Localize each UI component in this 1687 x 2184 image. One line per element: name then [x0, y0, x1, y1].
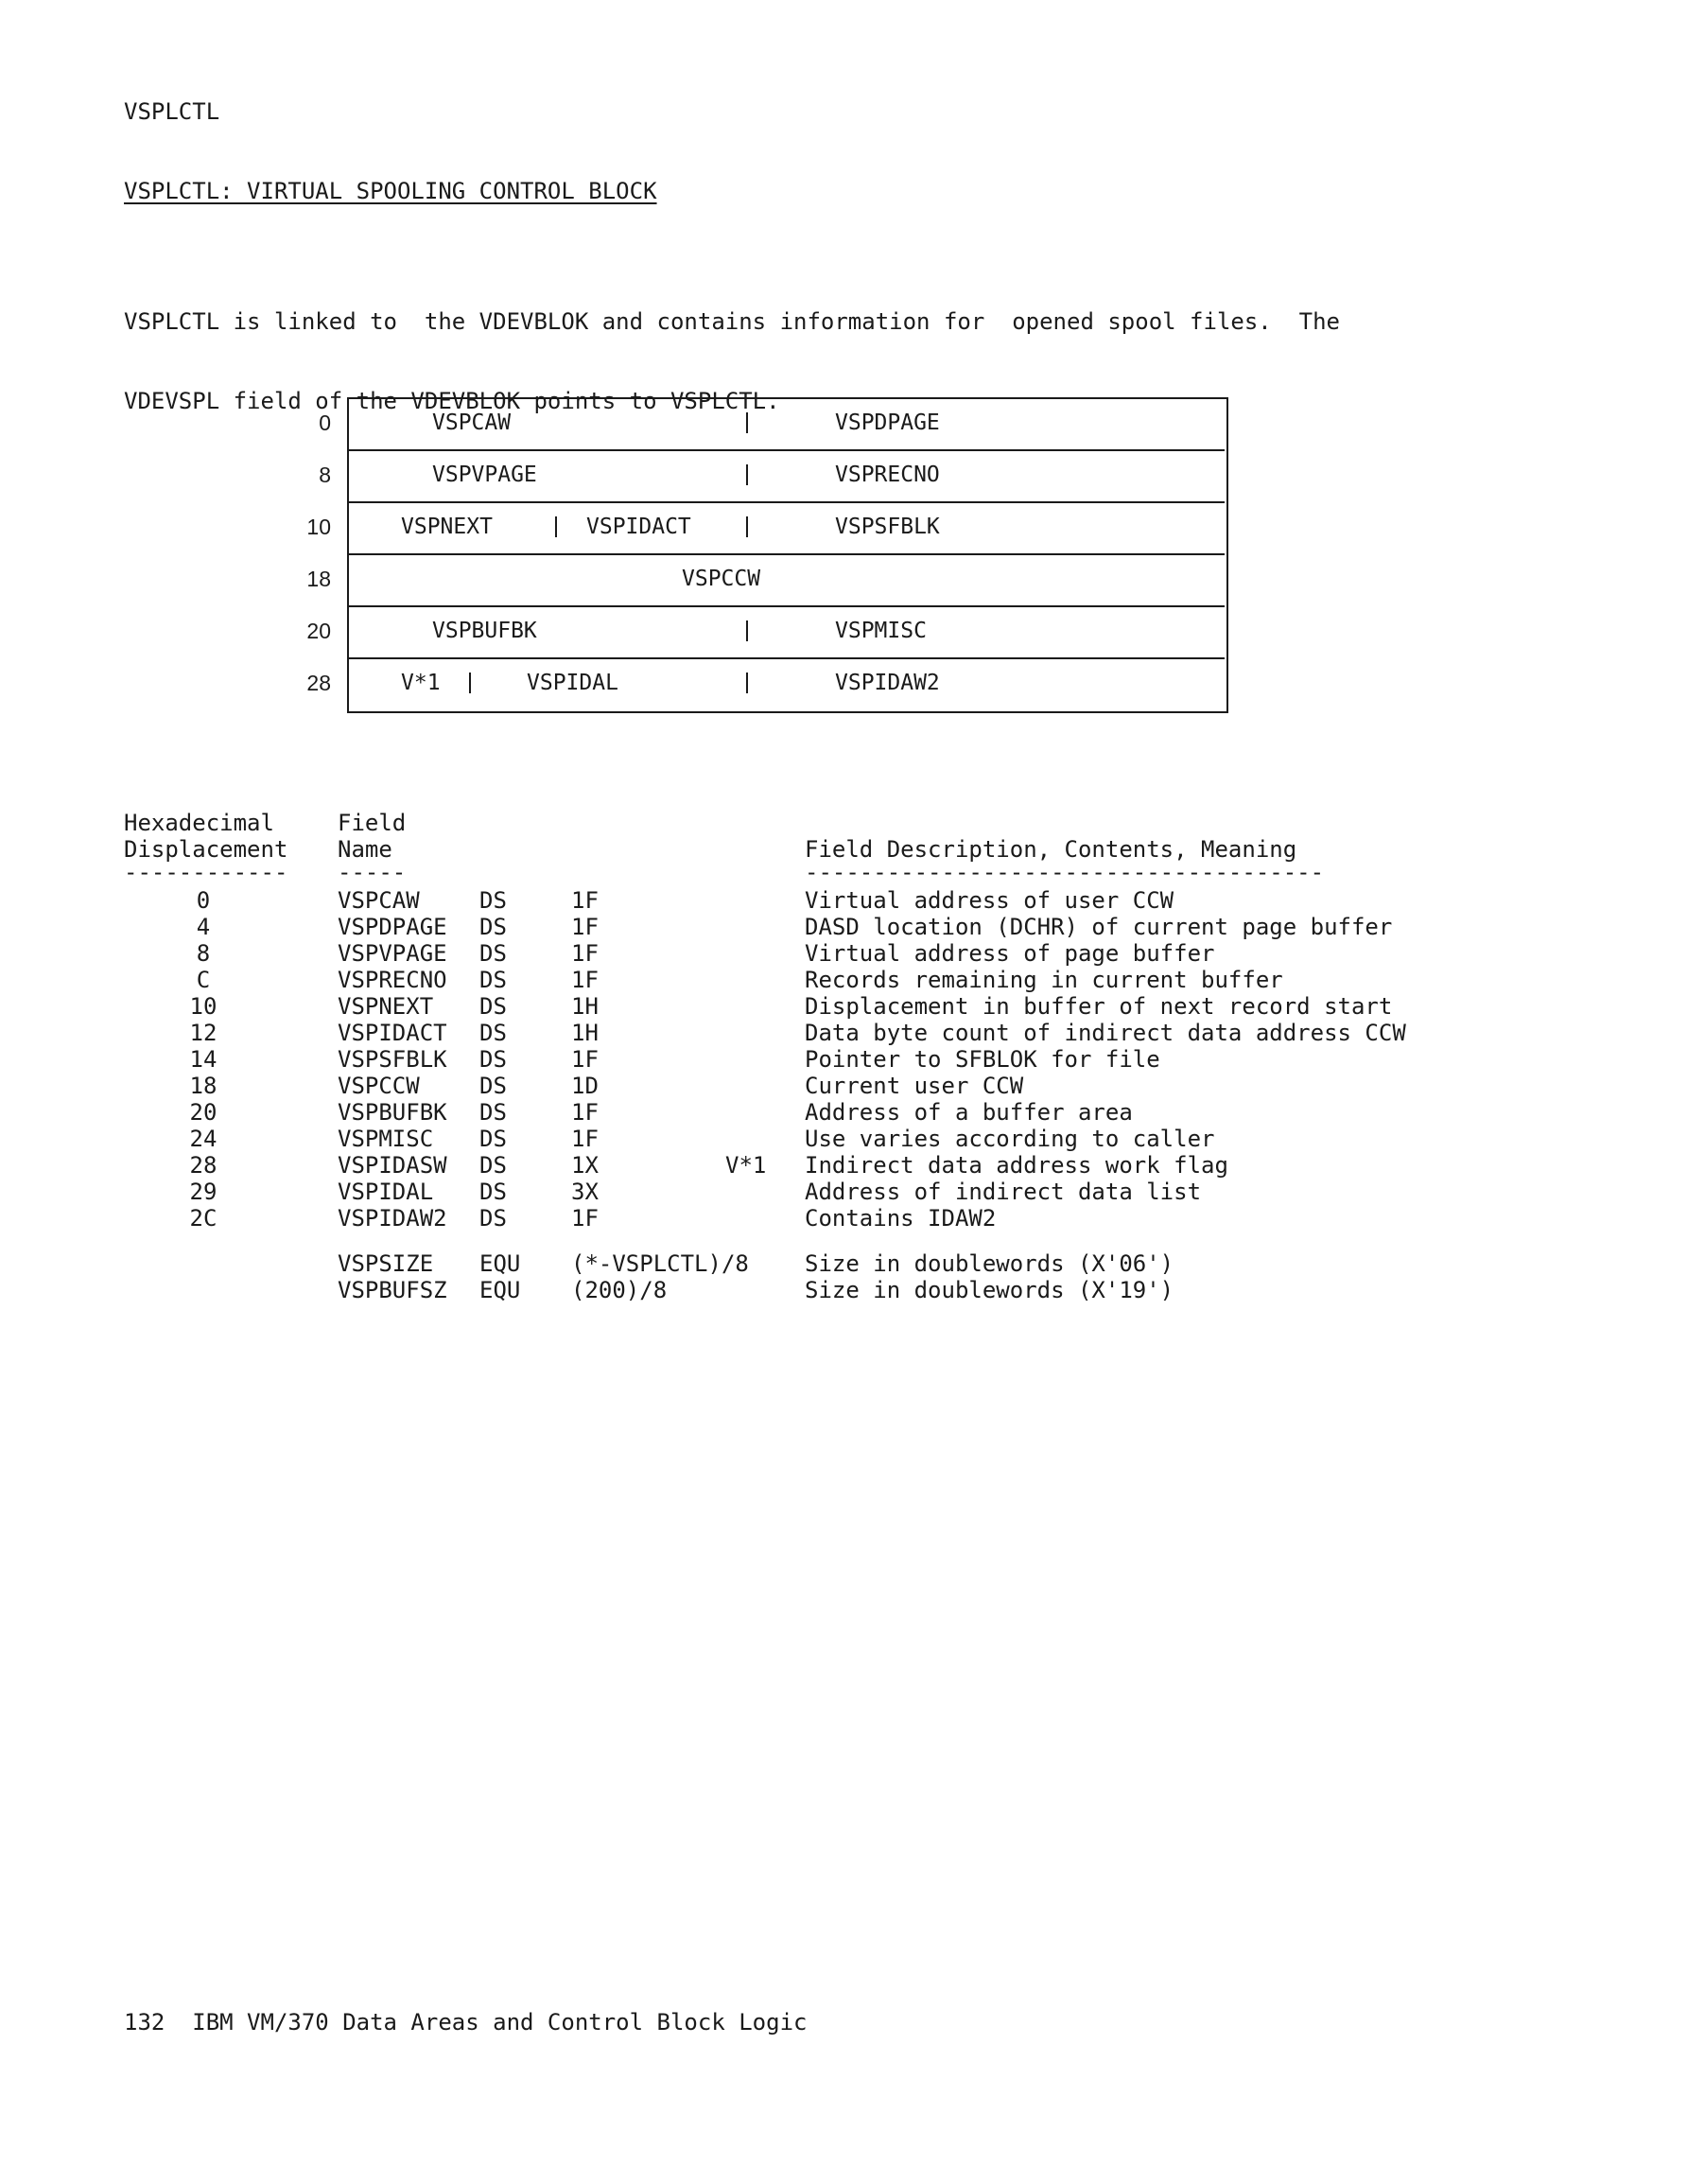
field-length: 1F — [571, 914, 599, 940]
header-field-2: Name — [338, 836, 392, 863]
table-row — [0, 1020, 1687, 1046]
equate-description: Size in doublewords (X'06') — [805, 1250, 1174, 1277]
field-name: VSPVPAGE — [338, 940, 447, 967]
field-displacement: 10 — [189, 993, 217, 1020]
field-description: Indirect data address work flag — [805, 1152, 1228, 1179]
diagram-field: VSPIDAW2 — [835, 671, 940, 695]
field-length: 1F — [571, 1046, 599, 1073]
field-description: DASD location (DCHR) of current page buffer — [805, 914, 1393, 940]
field-displacement: 28 — [189, 1152, 217, 1179]
diagram-divider — [555, 516, 557, 537]
header-displacement-1: Hexadecimal — [124, 810, 274, 836]
field-name: VSPCAW — [338, 887, 420, 914]
intro-line-2: VDEVSPL field of the VDEVBLOK points to VSPLCTL. — [124, 388, 780, 414]
field-name: VSPSFBLK — [338, 1046, 447, 1073]
offset-label: 18 — [306, 567, 331, 591]
field-displacement: 20 — [189, 1099, 217, 1126]
equate-row — [0, 1277, 1687, 1303]
field-length: 1F — [571, 1099, 599, 1126]
field-type: DS — [479, 914, 507, 940]
diagram-divider — [746, 620, 748, 641]
diagram-field: V*1 — [401, 671, 441, 695]
field-length: 1H — [571, 1020, 599, 1046]
equate-value: (*-VSPLCTL)/8 — [571, 1250, 749, 1277]
field-name: VSPIDAW2 — [338, 1205, 447, 1232]
field-description: Address of a buffer area — [805, 1099, 1133, 1126]
page-footer: 132 IBM VM/370 Data Areas and Control Block Logic — [124, 2009, 808, 2035]
field-bit-ref: V*1 — [725, 1152, 767, 1179]
diagram-divider — [746, 464, 748, 485]
header-rule: -------------------------------------- — [805, 859, 1325, 885]
field-displacement: 4 — [196, 914, 211, 940]
diagram-field: VSPSFBLK — [835, 515, 940, 539]
field-length: 1D — [571, 1073, 599, 1099]
field-length: 1F — [571, 1126, 599, 1152]
diagram-field: VSPVPAGE — [432, 463, 537, 487]
diagram-divider — [746, 673, 748, 693]
diagram-divider — [746, 412, 748, 433]
field-description: Virtual address of page buffer — [805, 940, 1215, 967]
field-length: 1H — [571, 993, 599, 1020]
table-row — [0, 993, 1687, 1020]
diagram-divider — [469, 673, 471, 693]
field-name: VSPNEXT — [338, 993, 434, 1020]
diagram-field: VSPNEXT — [401, 515, 493, 539]
field-type: DS — [479, 1073, 507, 1099]
field-displacement: 14 — [189, 1046, 217, 1073]
field-description: Data byte count of indirect data address CCW — [805, 1020, 1406, 1046]
field-name: VSPRECNO — [338, 967, 447, 993]
field-name: VSPIDAL — [338, 1179, 434, 1205]
field-description: Virtual address of user CCW — [805, 887, 1174, 914]
table-row — [0, 940, 1687, 967]
diagram-separator — [347, 605, 1225, 607]
field-displacement: C — [196, 967, 211, 993]
table-row — [0, 887, 1687, 914]
section-title: VSPLCTL: VIRTUAL SPOOLING CONTROL BLOCK — [124, 178, 657, 204]
field-name: VSPDPAGE — [338, 914, 447, 940]
field-length: 1F — [571, 967, 599, 993]
offset-label: 28 — [306, 671, 331, 695]
field-type: DS — [479, 1126, 507, 1152]
header-rule: ----- — [338, 859, 407, 885]
diagram-field: VSPCCW — [682, 567, 761, 591]
field-description: Displacement in buffer of next record start — [805, 993, 1393, 1020]
table-row — [0, 914, 1687, 940]
field-type: DS — [479, 940, 507, 967]
diagram-field: VSPDPAGE — [835, 411, 940, 435]
table-row — [0, 1046, 1687, 1073]
table-row — [0, 1179, 1687, 1205]
field-displacement: 18 — [189, 1073, 217, 1099]
diagram-field: VSPBUFBK — [432, 619, 537, 643]
diagram-field: VSPRECNO — [835, 463, 940, 487]
diagram-separator — [347, 657, 1225, 659]
field-length: 1X — [571, 1152, 599, 1179]
table-row — [0, 1126, 1687, 1152]
header-displacement-2: Displacement — [124, 836, 288, 863]
field-displacement: 0 — [196, 887, 211, 914]
field-type: DS — [479, 1152, 507, 1179]
header-field-1: Field — [338, 810, 407, 836]
table-row — [0, 1099, 1687, 1126]
equate-type: EQU — [479, 1250, 521, 1277]
field-length: 1F — [571, 887, 599, 914]
equate-row — [0, 1250, 1687, 1277]
field-type: DS — [479, 1020, 507, 1046]
control-block-diagram — [284, 397, 1229, 719]
field-length: 1F — [571, 940, 599, 967]
field-description: Current user CCW — [805, 1073, 1024, 1099]
table-row — [0, 1205, 1687, 1232]
diagram-separator — [347, 553, 1225, 555]
diagram-field: VSPIDACT — [586, 515, 691, 539]
diagram-separator — [347, 449, 1225, 451]
field-description: Contains IDAW2 — [805, 1205, 997, 1232]
table-row — [0, 967, 1687, 993]
field-type: DS — [479, 1099, 507, 1126]
offset-label: 0 — [319, 411, 331, 435]
table-row — [0, 1073, 1687, 1099]
equate-name: VSPSIZE — [338, 1250, 434, 1277]
field-length: 3X — [571, 1179, 599, 1205]
intro-line-1: VSPLCTL is linked to the VDEVBLOK and contains information for opened spool files. The — [124, 308, 1340, 335]
header-description: Field Description, Contents, Meaning — [805, 836, 1297, 863]
field-displacement: 24 — [189, 1126, 217, 1152]
diagram-field: VSPIDAL — [527, 671, 618, 695]
header-rule: ------------ — [124, 859, 288, 885]
field-type: DS — [479, 1046, 507, 1073]
field-type: DS — [479, 887, 507, 914]
equate-description: Size in doublewords (X'19') — [805, 1277, 1174, 1303]
field-table — [0, 804, 1687, 1315]
diagram-separator — [347, 501, 1225, 503]
field-name: VSPIDACT — [338, 1020, 447, 1046]
field-name: VSPBUFBK — [338, 1099, 447, 1126]
equate-type: EQU — [479, 1277, 521, 1303]
field-displacement: 12 — [189, 1020, 217, 1046]
field-description: Use varies according to caller — [805, 1126, 1215, 1152]
field-name: VSPCCW — [338, 1073, 420, 1099]
field-name: VSPMISC — [338, 1126, 434, 1152]
table-row — [0, 1152, 1687, 1179]
field-length: 1F — [571, 1205, 599, 1232]
running-head: VSPLCTL — [124, 98, 220, 125]
field-displacement: 29 — [189, 1179, 217, 1205]
field-description: Address of indirect data list — [805, 1179, 1202, 1205]
field-type: DS — [479, 993, 507, 1020]
diagram-field: VSPCAW — [432, 411, 512, 435]
diagram-field: VSPMISC — [835, 619, 927, 643]
field-type: DS — [479, 1205, 507, 1232]
field-name: VSPIDASW — [338, 1152, 447, 1179]
field-description: Records remaining in current buffer — [805, 967, 1283, 993]
field-displacement: 2C — [189, 1205, 217, 1232]
field-type: DS — [479, 1179, 507, 1205]
equate-name: VSPBUFSZ — [338, 1277, 447, 1303]
offset-label: 20 — [306, 619, 331, 643]
offset-label: 8 — [319, 463, 331, 487]
diagram-frame — [347, 397, 1228, 713]
diagram-divider — [746, 516, 748, 537]
field-displacement: 8 — [196, 940, 211, 967]
field-type: DS — [479, 967, 507, 993]
offset-label: 10 — [306, 515, 331, 539]
field-description: Pointer to SFBLOK for file — [805, 1046, 1160, 1073]
equate-value: (200)/8 — [571, 1277, 668, 1303]
